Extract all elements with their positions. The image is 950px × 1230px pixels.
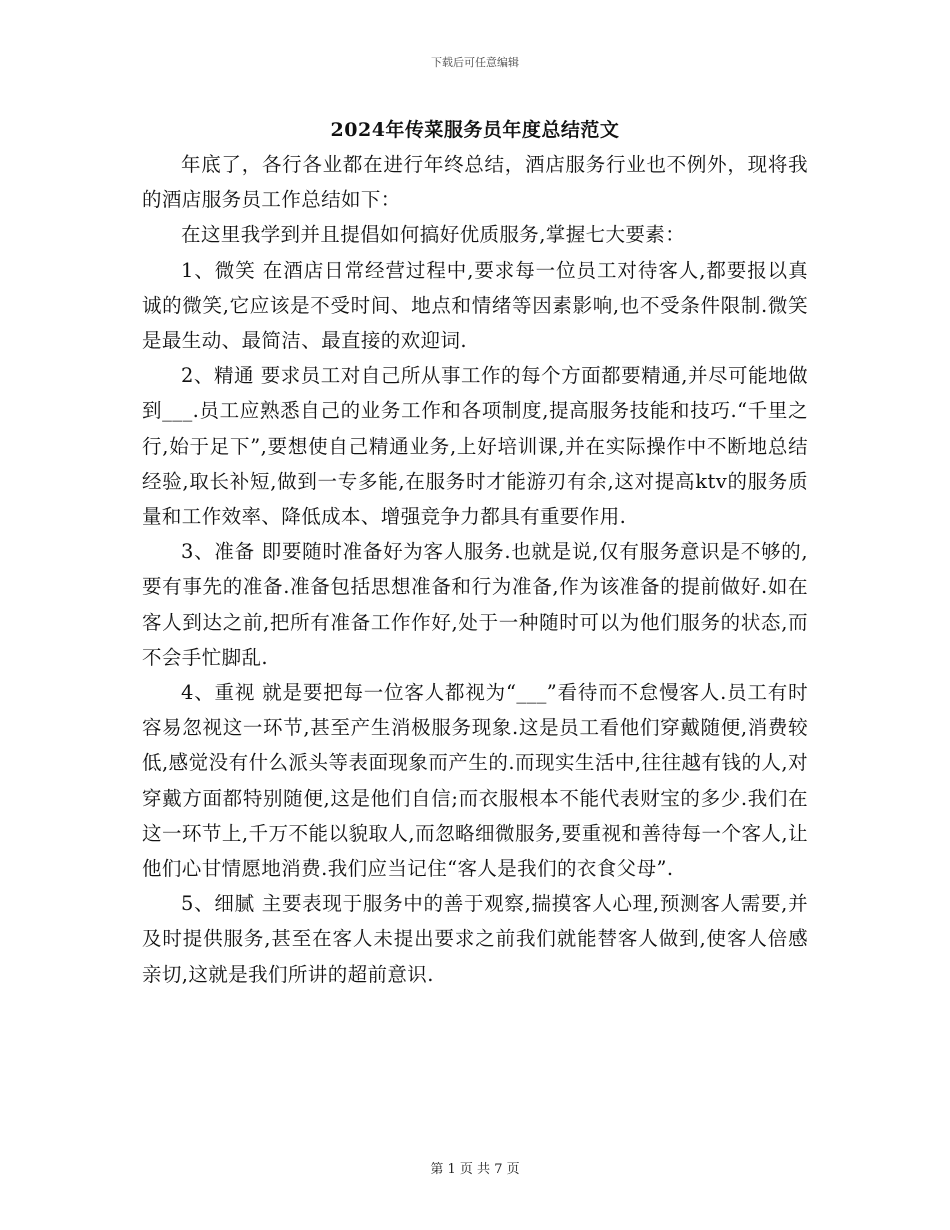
document-body bbox=[142, 147, 808, 992]
paragraph-attention: 4、重视 就是要把每一位客人都视为“___”看待而不怠慢客人.员工有时容易忽视这一环节,甚至产生消极服务现象.这是员工看他们穿戴随便,消费较低,感觉没有什么派头等表面现象而产生的.而现实生活中,往往越有钱的人,对穿戴方面都特别随便,这是他们自信;而衣服根本不能代表财宝的多少.我们在这一环节上,千万不能以貌取人,而忽略细微服务,要重视和善待每一个客人,让他们心甘情愿地消费.我们应当记住“客人是我们的衣食父母”. bbox=[142, 681, 808, 881]
paragraph-intro: 年底了，各行各业都在进行年终总结，酒店服务行业也不例外，现将我的酒店服务员工作总结如下： bbox=[142, 153, 808, 212]
page-number: 第 1 页 共 7 页 bbox=[430, 1162, 520, 1177]
document-title: 2024年传菜服务员年度总结范文 bbox=[330, 119, 620, 141]
page-header-note: 下载后可任意编辑 bbox=[431, 56, 519, 69]
paragraph-elements-lead: 在这里我学到并且提倡如何搞好优质服务,掌握七大要素： bbox=[181, 223, 686, 247]
paragraph-meticulous: 5、细腻 主要表现于服务中的善于观察,揣摸客人心理,预测客人需要,并及时提供服务,甚至在客人未提出要求之前我们就能替客人做到,使客人倍感亲切,这就是我们所讲的超前意识. bbox=[142, 892, 808, 986]
paragraph-preparation: 3、准备 即要随时准备好为客人服务.也就是说,仅有服务意识是不够的,要有事先的准备.准备包括思想准备和行为准备,作为该准备的提前做好.如在客人到达之前,把所有准备工作作好,处于一种随时可以为他们服务的状态,而不会手忙脚乱. bbox=[142, 540, 808, 669]
paragraph-proficiency: 2、精通 要求员工对自己所从事工作的每个方面都要精通,并尽可能地做到___.员工应熟悉自己的业务工作和各项制度,提高服务技能和技巧.“千里之行,始于足下”,要想使自己精通业务,上好培训课,并在实际操作中不断地总结经验,取长补短,做到一专多能,在服务时才能游刃有余,这对提高ktv的服务质量和工作效率、降低成本、增强竞争力都具有重要作用. bbox=[142, 364, 808, 529]
paragraph-smile: 1、微笑 在酒店日常经营过程中,要求每一位员工对待客人,都要报以真诚的微笑,它应该是不受时间、地点和情绪等因素影响,也不受条件限制.微笑是最生动、最简洁、最直接的欢迎词. bbox=[142, 258, 808, 353]
